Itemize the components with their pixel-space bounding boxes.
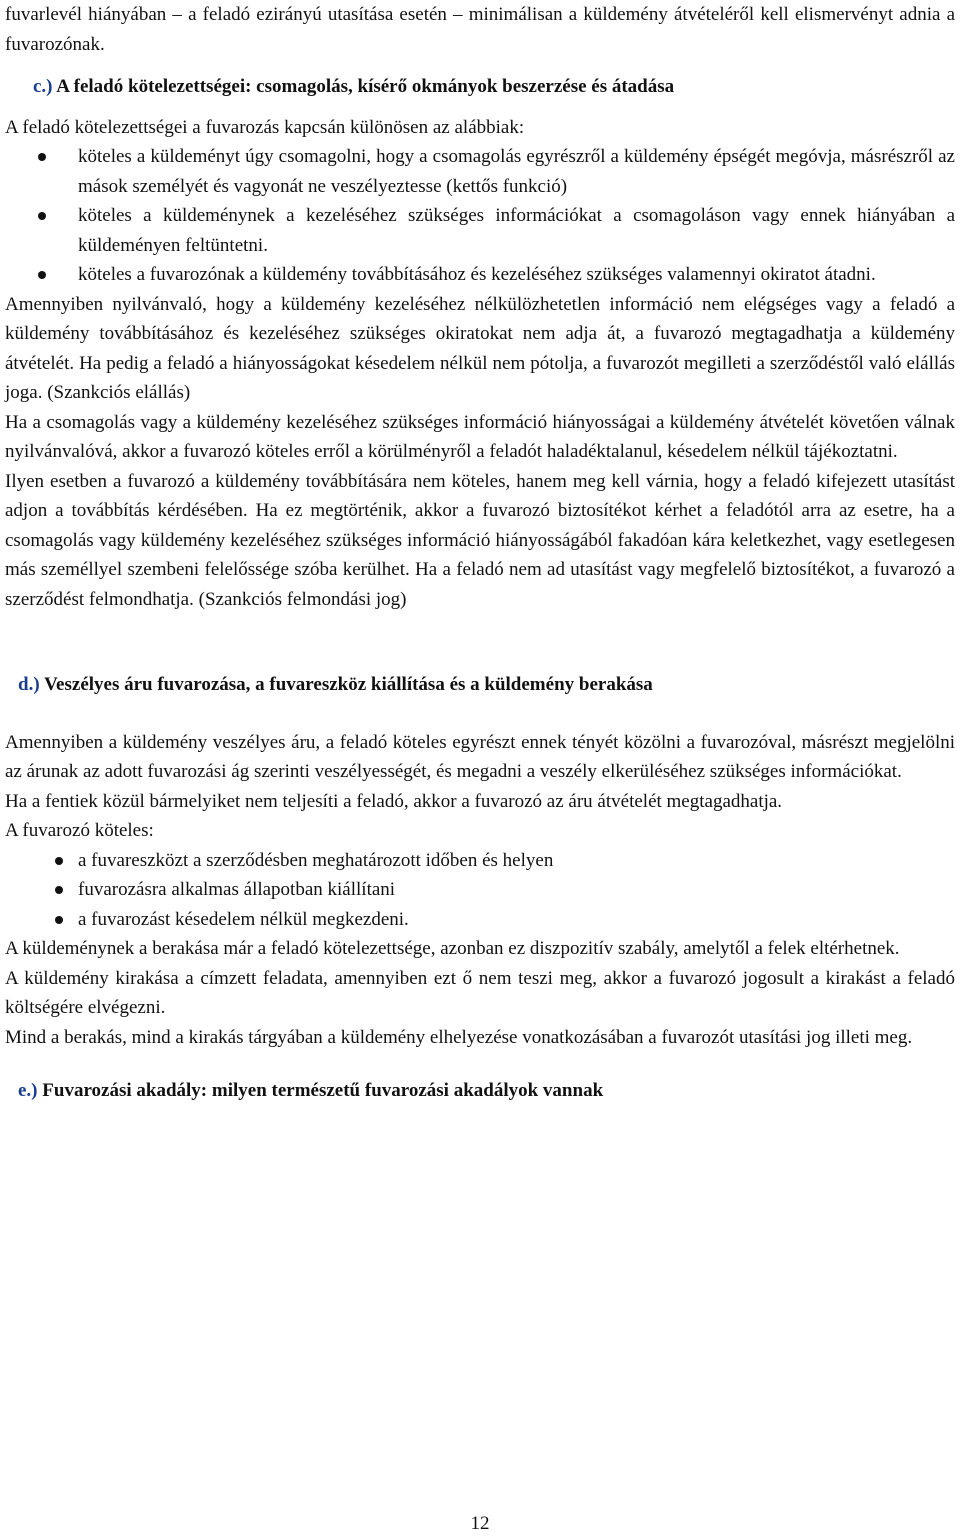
paragraph: A küldemény kirakása a címzett feladata, amennyiben ezt ő nem teszi meg, akkor a fuvarozó jogosult a kirakást a feladó költségére elvégezni. bbox=[5, 967, 955, 1018]
section-d-heading bbox=[5, 670, 955, 700]
section-c-intro: A feladó kötelezettségei a fuvarozás kapcsán különösen az alábbiak: bbox=[5, 116, 525, 138]
section-c-bullet-list bbox=[5, 142, 955, 290]
list-item: fuvarozásra alkalmas állapotban kiállítani bbox=[5, 875, 955, 905]
paragraph: A küldeménynek a berakása már a feladó kötelezettsége, azonban ez diszpozitív szabály, amelytől a felek eltérhetnek. bbox=[5, 938, 900, 959]
paragraph: Amennyiben nyilvánvaló, hogy a küldemény kezeléséhez nélkülözhetetlen információ nem elégséges vagy a feladó a küldemény továbbításához és kezeléséhez szükséges okiratokat nem adja át, a fuvarozó megtagadhatja a küldemény átvételét. Ha pedig a feladó a hiányosságokat késedelem nélkül nem pótolja, a fuvarozót megilleti a szerződéstől való elállás joga. (Szankciós elállás) bbox=[5, 293, 955, 403]
section-d-label: d.) bbox=[18, 674, 40, 695]
paragraph: Ha a csomagolás vagy a küldemény kezeléséhez szükséges információ hiányosságai a küldemény átvételét követően válnak nyilvánvalóvá, akkor a fuvarozó köteles erről a körülményről a feladót haladéktalanul, késedelem nélkül tájékoztatni. bbox=[5, 411, 955, 462]
section-e-label: e.) bbox=[18, 1080, 38, 1101]
section-e-heading bbox=[5, 1076, 955, 1106]
section-c-heading bbox=[5, 72, 955, 102]
section-d-bullet-list bbox=[5, 846, 955, 935]
list-item: a fuvarozást késedelem nélkül megkezdeni. bbox=[5, 905, 955, 935]
paragraph: Ilyen esetben a fuvarozó a küldemény továbbítására nem köteles, hanem meg kell várnia, hogy a feladó kifejezett utasítást adjon a továbbítás kérdésében. Ha ez megtörténik, akkor a fuvarozó biztosítékot kérhet a feladótól arra az esetre, ha a csomagolás vagy küldemény kezeléséhez szükséges információ hiányosságából fakadóan kára keletkezhet, vagy esetlegesen más személlyel szembeni felelőssége szóba kerülhet. Ha a feladó nem ad utasítást vagy megfelelő biztosítékot, a fuvarozó a szerződést felmondhatja. (Szankciós felmondási jog) bbox=[5, 470, 955, 610]
section-c-title: A feladó kötelezettségei: csomagolás, kísérő okmányok beszerzése és átadása bbox=[56, 76, 675, 97]
section-d-title: Veszélyes áru fuvarozása, a fuvareszköz kiállítása és a küldemény berakása bbox=[44, 674, 653, 695]
section-c-label: c.) bbox=[33, 76, 53, 97]
paragraph: Amennyiben a küldemény veszélyes áru, a feladó köteles egyrészt ennek tényét közölni a fuvarozóval, másrészt megjelölni az árunak az adott fuvarozási ág szerinti veszélyességét, és megadni a veszély elkerüléséhez szükséges információkat. bbox=[5, 731, 955, 782]
paragraph: A fuvarozó köteles: bbox=[5, 820, 154, 841]
page-number: 12 bbox=[470, 1513, 490, 1534]
intro-continuation: fuvarlevél hiányában – a feladó ezirányú utasítása esetén – minimálisan a küldemény átvételéről kell elismervényt adnia a fuvarozónak. bbox=[5, 4, 955, 55]
paragraph: Mind a berakás, mind a kirakás tárgyában a küldemény elhelyezése vonatkozásában a fuvarozót utasítási jog illeti meg. bbox=[5, 1026, 913, 1048]
list-item: köteles a fuvarozónak a küldemény továbbításához és kezeléséhez szükséges valamennyi okiratot átadni. bbox=[5, 260, 955, 290]
list-item: a fuvareszközt a szerződésben meghatározott időben és helyen bbox=[5, 846, 955, 876]
list-item: köteles a küldeményt úgy csomagolni, hogy a csomagolás egyrészről a küldemény épségét megóvja, másrészről az mások személyét és vagyonát ne veszélyeztesse (kettős funkció) bbox=[5, 142, 955, 201]
paragraph: Ha a fentiek közül bármelyiket nem teljesíti a feladó, akkor a fuvarozó az áru átvételét megtagadhatja. bbox=[5, 790, 783, 812]
document-page bbox=[5, 0, 955, 1106]
section-e-title: Fuvarozási akadály: milyen természetű fuvarozási akadályok vannak bbox=[42, 1080, 604, 1101]
list-item: köteles a küldeménynek a kezeléséhez szükséges információkat a csomagoláson vagy ennek hiányában a küldeményen feltüntetni. bbox=[5, 201, 955, 260]
